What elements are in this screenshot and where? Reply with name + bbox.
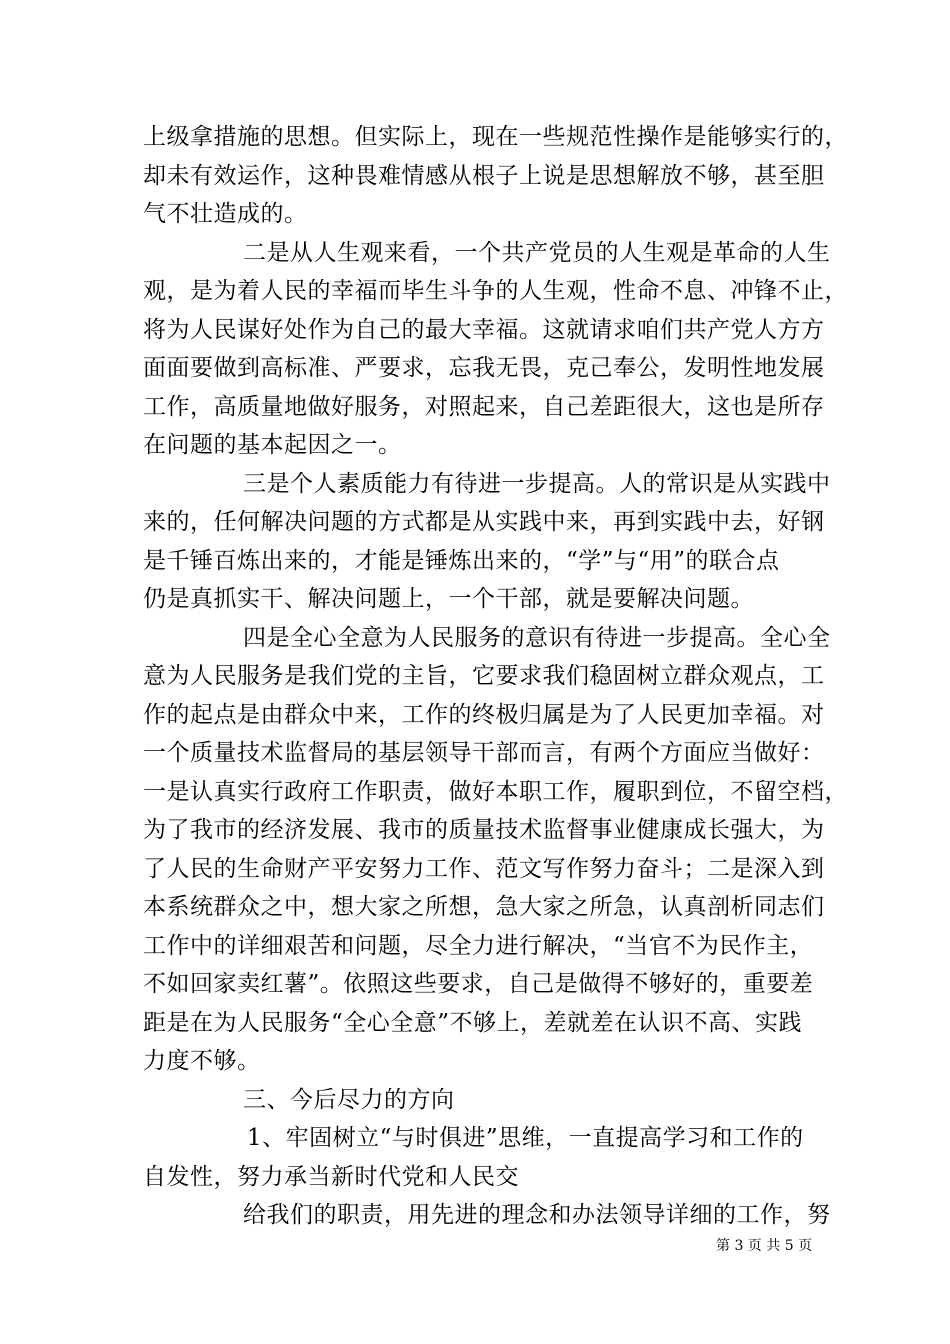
paragraph-line: 一个质量技术监督局的基层领导干部而言，有两个方面应当做好： bbox=[143, 740, 825, 766]
paragraph-line: 给我们的职责，用先进的理念和办法领导详细的工作，努 bbox=[243, 1202, 831, 1228]
paragraph-line: 气不壮造成的。 bbox=[143, 201, 308, 227]
paragraph-line: 本系统群众之中，想大家之所想，急大家之所急，认真剖析同志们 bbox=[143, 894, 825, 920]
paragraph-line: 却未有效运作，这种畏难情感从根子上说是思想解放不够，甚至胆 bbox=[143, 163, 825, 189]
paragraph-line: 将为人民谋好处作为自己的最大幸福。这就请求咱们共产党人方方 bbox=[143, 317, 825, 343]
paragraph-line: 四是全心全意为人民服务的意识有待进一步提高。全心全 bbox=[243, 625, 831, 651]
paragraph-line: 为了我市的经济发展、我市的质量技术监督事业健康成长强大，为 bbox=[143, 817, 825, 843]
paragraph-line: 自发性，努力承当新时代党和人民交 bbox=[143, 1164, 519, 1190]
paragraph-line: 上级拿措施的思想。但实际上，现在一些规范性操作是能够实行的， bbox=[143, 124, 848, 150]
section-heading: 三、今后尽力的方向 bbox=[243, 1087, 455, 1113]
paragraph-line: 是千锤百炼出来的，才能是锤炼出来的，“学”与“用”的联合点 bbox=[143, 548, 780, 574]
paragraph-line: 来的，任何解决问题的方式都是从实践中来，再到实践中去，好钢 bbox=[143, 509, 825, 535]
paragraph-line: 一是认真实行政府工作职责，做好本职工作，履职到位，不留空档， bbox=[143, 779, 848, 805]
paragraph-line: 工作中的详细艰苦和问题，尽全力进行解决，“当官不为民作主， bbox=[143, 933, 814, 959]
paragraph-line: 三是个人素质能力有待进一步提高。人的常识是从实践中 bbox=[243, 471, 831, 497]
paragraph-line: 作的起点是由群众中来，工作的终极归属是为了人民更加幸福。对 bbox=[143, 702, 825, 728]
paragraph-line: 了人民的生命财产平安努力工作、范文写作努力奋斗；二是深入到 bbox=[143, 856, 825, 882]
page-number-footer: 第 3 页 共 5 页 bbox=[716, 1238, 813, 1254]
paragraph-line: 面面要做到高标准、严要求，忘我无畏，克己奉公，发明性地发展 bbox=[143, 355, 825, 381]
paragraph-line: 1、牢固树立“与时俱进”思维，一直提高学习和工作的 bbox=[247, 1125, 804, 1151]
paragraph-line: 意为人民服务是我们党的主旨，它要求我们稳固树立群众观点，工 bbox=[143, 663, 825, 689]
paragraph-line: 工作，高质量地做好服务，对照起来，自己差距很大，这也是所存 bbox=[143, 394, 825, 420]
paragraph-line: 距是在为人民服务“全心全意”不够上，差就差在认识不高、实践 bbox=[143, 1010, 803, 1036]
paragraph-line: 二是从人生观来看，一个共产党员的人生观是革命的人生 bbox=[243, 240, 831, 266]
paragraph-line: 不如回家卖红薯”。依照这些要求，自己是做得不够好的，重要差 bbox=[143, 971, 814, 997]
paragraph-line: 观，是为着人民的幸福而毕生斗争的人生观，性命不息、冲锋不止， bbox=[143, 278, 848, 304]
paragraph-line: 力度不够。 bbox=[143, 1048, 261, 1074]
paragraph-line: 仍是真抓实干、解决问题上，一个干部，就是要解决问题。 bbox=[143, 586, 754, 612]
paragraph-line: 在问题的基本起因之一。 bbox=[143, 432, 402, 458]
